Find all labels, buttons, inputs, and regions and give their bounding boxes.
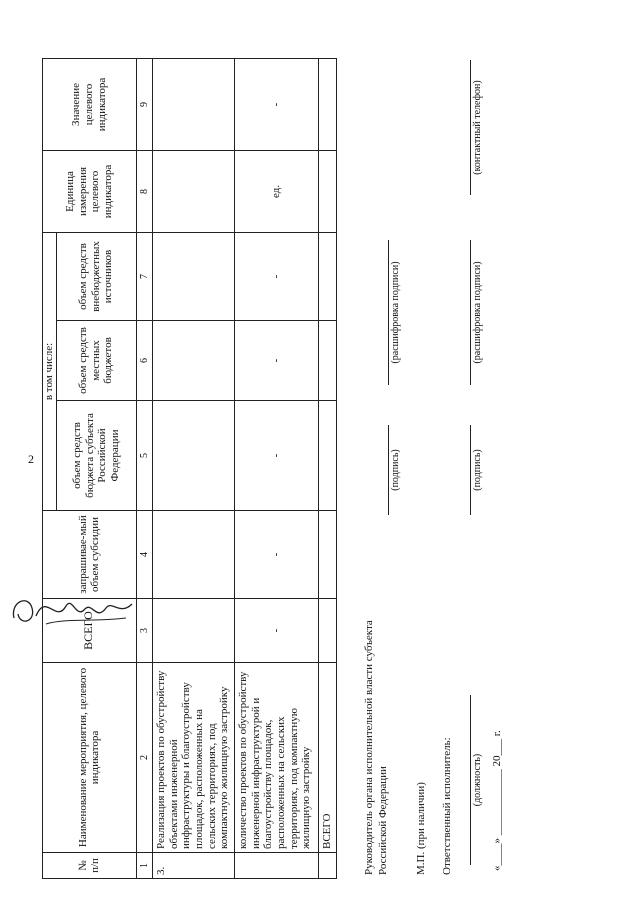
- table-row-total: [319, 58, 337, 878]
- dolzhnost-line: [470, 695, 471, 865]
- header-name: Наименование мероприятия, целевого индикатора: [43, 663, 137, 853]
- header-requested: запрашивае-мый объем субсидии: [43, 511, 137, 599]
- page-number: 2: [28, 452, 34, 466]
- executor-name-line: [470, 240, 471, 385]
- row-name: ВСЕГО: [319, 663, 337, 853]
- head-label: Руководитель органа исполнительной власти субъекта Российской Федерации: [363, 620, 390, 875]
- executor-podpis-caption: (подпись): [472, 449, 483, 491]
- header-including: в том числе:: [43, 232, 57, 510]
- header-local: объем средств местных бюджетов: [56, 321, 136, 401]
- executor-rasshifrovka-caption: (расшифровка подписи): [472, 261, 483, 364]
- head-name-line: [388, 240, 389, 385]
- head-podpis-caption: (подпись): [390, 449, 401, 491]
- header-extra: объем средств внебюджетных источников: [56, 232, 136, 320]
- executor-sign-line: [470, 425, 471, 515]
- header-unit: Единица измерения целевого индикатора: [43, 150, 137, 232]
- row-name: количество проектов по обустройству инженерной инфраструктурой и благоустройству площадок, расположенных на сельских территориях, под компактную жилищную застройку: [235, 663, 319, 853]
- head-rasshifrovka-caption: (расшифровка подписи): [390, 261, 401, 364]
- head-sign-line: [388, 425, 389, 515]
- phone-line: [470, 60, 471, 195]
- indicators-table: [42, 58, 337, 879]
- dolzhnost-caption: (должность): [472, 753, 483, 807]
- table-row: [153, 58, 235, 878]
- executor-label: Ответственный исполнитель:: [441, 737, 453, 875]
- row-num: 3.: [153, 853, 235, 879]
- header-regional: объем средств бюджета субъекта Российской Федерации: [56, 401, 136, 511]
- header-total: ВСЕГО: [43, 599, 137, 663]
- phone-caption: (контактный телефон): [472, 80, 483, 175]
- column-number-row: 1 2 3 4 5 6 7 8 9: [136, 58, 153, 878]
- table-row: количество проектов по обустройству инженерной инфраструктурой и благоустройству площадок, расположенных на сельских территориях, под компактную жилищную застройку - - - - - ед. -: [235, 58, 319, 878]
- header-row-1: [43, 58, 57, 878]
- row-num: [235, 853, 319, 879]
- mp-label: М.П. (при наличии): [415, 782, 427, 875]
- date-line: «____» ____________ 20___ г.: [491, 730, 503, 871]
- row-name: Реализация проектов по обустройству объектами инженерной инфраструктуры и благоустройству площадок, расположенных на сельских территориях, под компактную жилищную застройку: [153, 663, 235, 853]
- handwritten-signature: [6, 588, 146, 632]
- header-num: № п/п: [43, 853, 137, 879]
- header-value: Значение целевого индикатора: [43, 58, 137, 150]
